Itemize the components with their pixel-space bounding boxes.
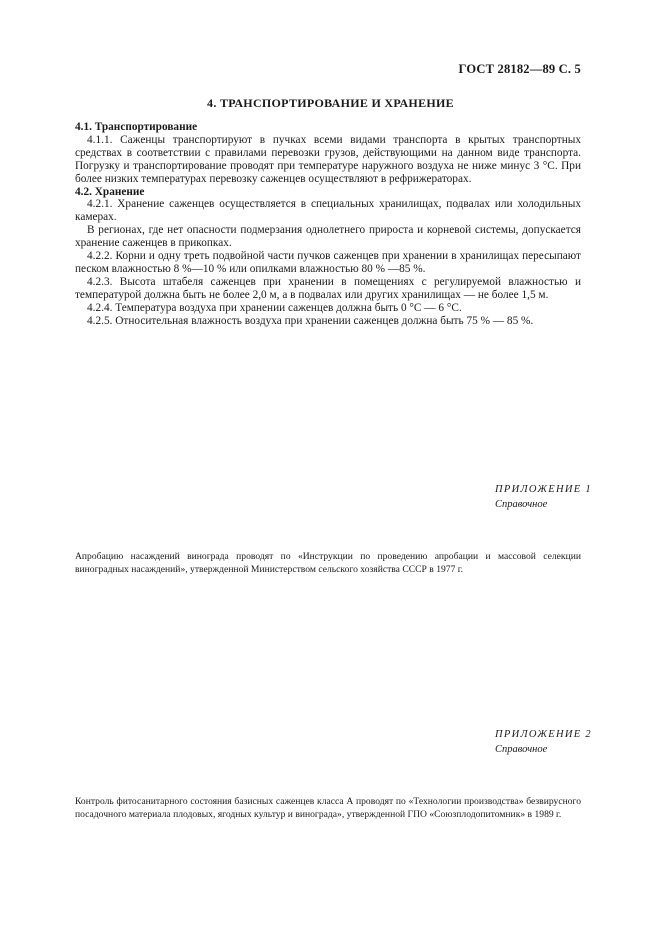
appendix-2-title: ПРИЛОЖЕНИЕ 2: [495, 729, 592, 740]
appendix-2-heading: [495, 727, 592, 757]
paragraph-4-2-1-continued: В регионах, где нет опасности подмерзания однолетнего прироста и корневой системы, допускается хранение саженцев в прикопках.: [75, 224, 581, 250]
appendix-1-text-block: [75, 550, 581, 576]
appendix-1-subtitle: Справочное: [495, 499, 548, 510]
appendix-1-title: ПРИЛОЖЕНИЕ 1: [495, 484, 592, 495]
page-header: ГОСТ 28182—89 С. 5: [458, 62, 581, 76]
paragraph-4-2-1: 4.2.1. Хранение саженцев осуществляется в специальных хранилищах, подвалах или холодильных камерах.: [75, 198, 581, 224]
appendix-1-text: Апробацию насаждений винограда проводят по «Инструкции по проведению апробации и массовой селекции виноградных насаждений», утвержденной Министерством сельского хозяйства СССР в 1977 г.: [75, 551, 581, 575]
subsection-title-storage: 4.2. Хранение: [75, 185, 145, 198]
appendix-2-text-block: [75, 795, 581, 821]
appendix-1-heading: [495, 482, 592, 512]
paragraph-4-1-1: 4.1.1. Саженцы транспортируют в пучках всеми видами транспорта в крытых транспортных средствах в соответствии с правилами перевозки грузов, действующими на данном виде транспорта. Погрузку и транспортирование проводят при температуре наружного воздуха не ниже минус 3 °С. При более низких температурах перевозку саженцев осуществляют в рефрижераторах.: [75, 133, 581, 185]
appendix-2-subtitle: Справочное: [495, 744, 548, 755]
paragraph-4-2-4: 4.2.4. Температура воздуха при хранении саженцев должна быть 0 °С — 6 °С.: [87, 301, 462, 314]
paragraph-4-2-3: 4.2.3. Высота штабеля саженцев при хранении в помещениях с регулируемой влажностью и температурой должна быть не более 2,0 м, а в подвалах или других хранилищах — не более 1,5 м.: [75, 275, 581, 301]
section-title: 4. ТРАНСПОРТИРОВАНИЕ И ХРАНЕНИЕ: [207, 96, 454, 110]
section-body: [75, 121, 581, 328]
subsection-title-transport: 4.1. Транспортирование: [75, 121, 198, 133]
paragraph-4-2-2: 4.2.2. Корни и одну треть подвойной части пучков саженцев при хранении в хранилищах пересыпают песком влажностью 8 %—10 % или опилками влажностью 80 % —85 %.: [75, 250, 581, 275]
paragraph-4-2-5: 4.2.5. Относительная влажность воздуха при хранении саженцев должна быть 75 % — 85 %.: [87, 314, 534, 327]
appendix-2-text: Контроль фитосанитарного состояния базисных саженцев класса А проводят по «Технологии производства» безвирусного посадочного материала плодовых, ягодных культур и винограда», утвержденной ГПО «Союзплодопитомник» в 1989 г.: [75, 796, 581, 820]
